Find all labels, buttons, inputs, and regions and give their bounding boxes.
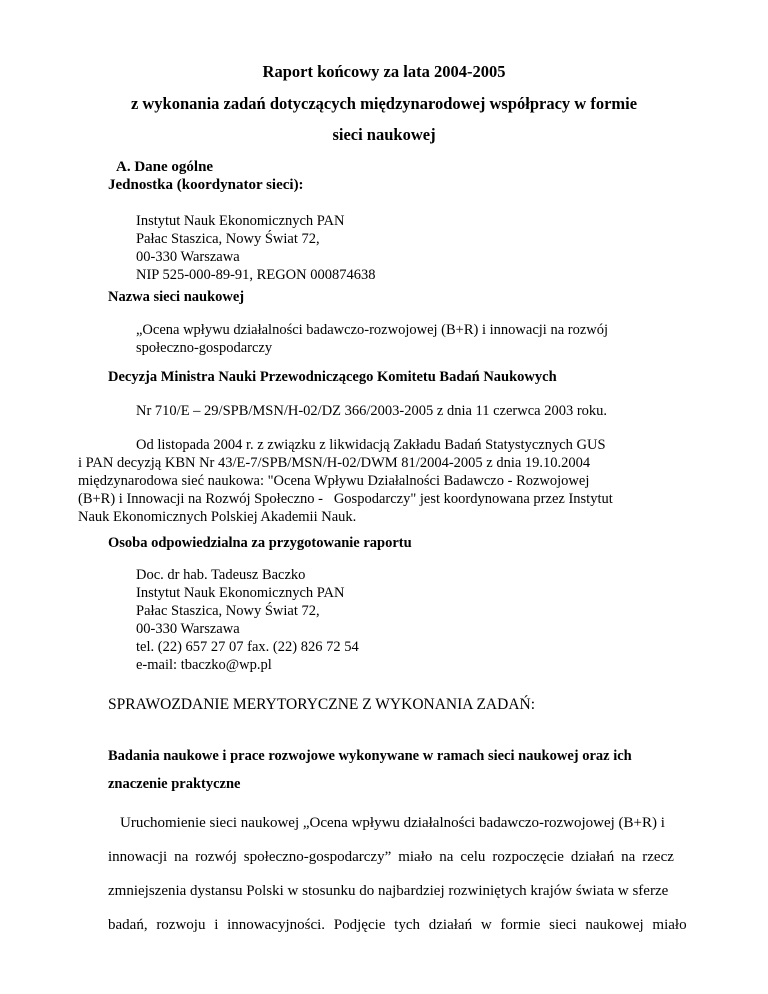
decision-text: Nr 710/E – 29/SPB/MSN/H-02/DZ 366/2003-2005 z dnia 11 czerwca 2003 roku. [136,403,608,419]
network-name [136,321,608,357]
responsible-line: tel. (22) 657 27 07 fax. (22) 826 72 54 [136,639,359,655]
email-line: e-mail: tbaczko@wp.pl [136,657,272,673]
address-line: 00-330 Warszawa [136,249,240,265]
decision-label: Decyzja Ministra Nauki Przewodniczącego Komitetu Badań Naukowych [108,369,557,385]
paragraph-line: Uruchomienie sieci naukowej „Ocena wpływu działalności badawczo-rozwojowej (B+R) i [120,815,665,831]
network-name-line: „Ocena wpływu działalności badawczo-rozwojowej (B+R) i innowacji na rozwój [136,322,609,338]
transfer-line: międzynarodowa sieć naukowa: "Ocena Wpływu Działalności Badawczo - Rozwojowej [78,473,590,489]
network-label: Nazwa sieci naukowej [108,289,245,305]
report-heading: SPRAWOZDANIE MERYTORYCZNE Z WYKONANIA ZADAŃ: [108,696,536,713]
transfer-line: Od listopada 2004 r. z związku z likwidacją Zakładu Badań Statystycznych GUS [136,437,606,453]
unit-label: Jednostka (koordynator sieci): [108,177,304,193]
responsible-line: Doc. dr hab. Tadeusz Baczko [136,567,306,583]
responsible-info [136,566,359,674]
network-name-line: społeczno-gospodarczy [136,340,273,356]
transfer-line: (B+R) i Innowacji na Rozwój Społeczno - Gospodarczy" jest koordynowana przez Instytut [78,491,613,507]
subheading-line: znaczenie praktyczne [108,776,241,792]
report-title: Raport końcowy za lata 2004-2005 [262,62,506,81]
responsible-line: 00-330 Warszawa [136,621,240,637]
responsible-line: Instytut Nauk Ekonomicznych PAN [136,585,345,601]
address-line: Instytut Nauk Ekonomicznych PAN [136,213,345,229]
paragraph-line: badań, rozwoju i innowacyjności. Podjęcie tych działań w formie sieci naukowej miało [108,917,687,933]
transfer-text [78,436,613,526]
responsible-label: Osoba odpowiedzialna za przygotowanie raportu [108,535,412,551]
report-subtitle-line-1: z wykonania zadań dotyczących międzynarodowej współpracy w formie [130,94,638,113]
report-subheading [108,742,632,798]
report-paragraph [108,806,720,942]
transfer-line: i PAN decyzją KBN Nr 43/E-7/SPB/MSN/H-02/DWM 81/2004-2005 z dnia 19.10.2004 [78,455,591,471]
paragraph-line: zmniejszenia dystansu Polski w stosunku do najbardziej rozwiniętych krajów świata w sferze [108,883,669,899]
paragraph-line: innowacji na rozwój społeczno-gospodarczy” miało na celu rozpoczęcie działań na rzecz [108,849,674,865]
address-line: Pałac Staszica, Nowy Świat 72, [136,231,320,247]
section-a-heading: A. Dane ogólne [116,159,214,175]
unit-address [136,212,376,284]
transfer-line: Nauk Ekonomicznych Polskiej Akademii Nauk. [78,509,357,525]
subheading-line: Badania naukowe i prace rozwojowe wykonywane w ramach sieci naukowej oraz ich [108,748,632,764]
address-line: NIP 525-000-89-91, REGON 000874638 [136,267,376,283]
report-subtitle-line-2: sieci naukowej [332,125,436,144]
responsible-line: Pałac Staszica, Nowy Świat 72, [136,603,320,619]
